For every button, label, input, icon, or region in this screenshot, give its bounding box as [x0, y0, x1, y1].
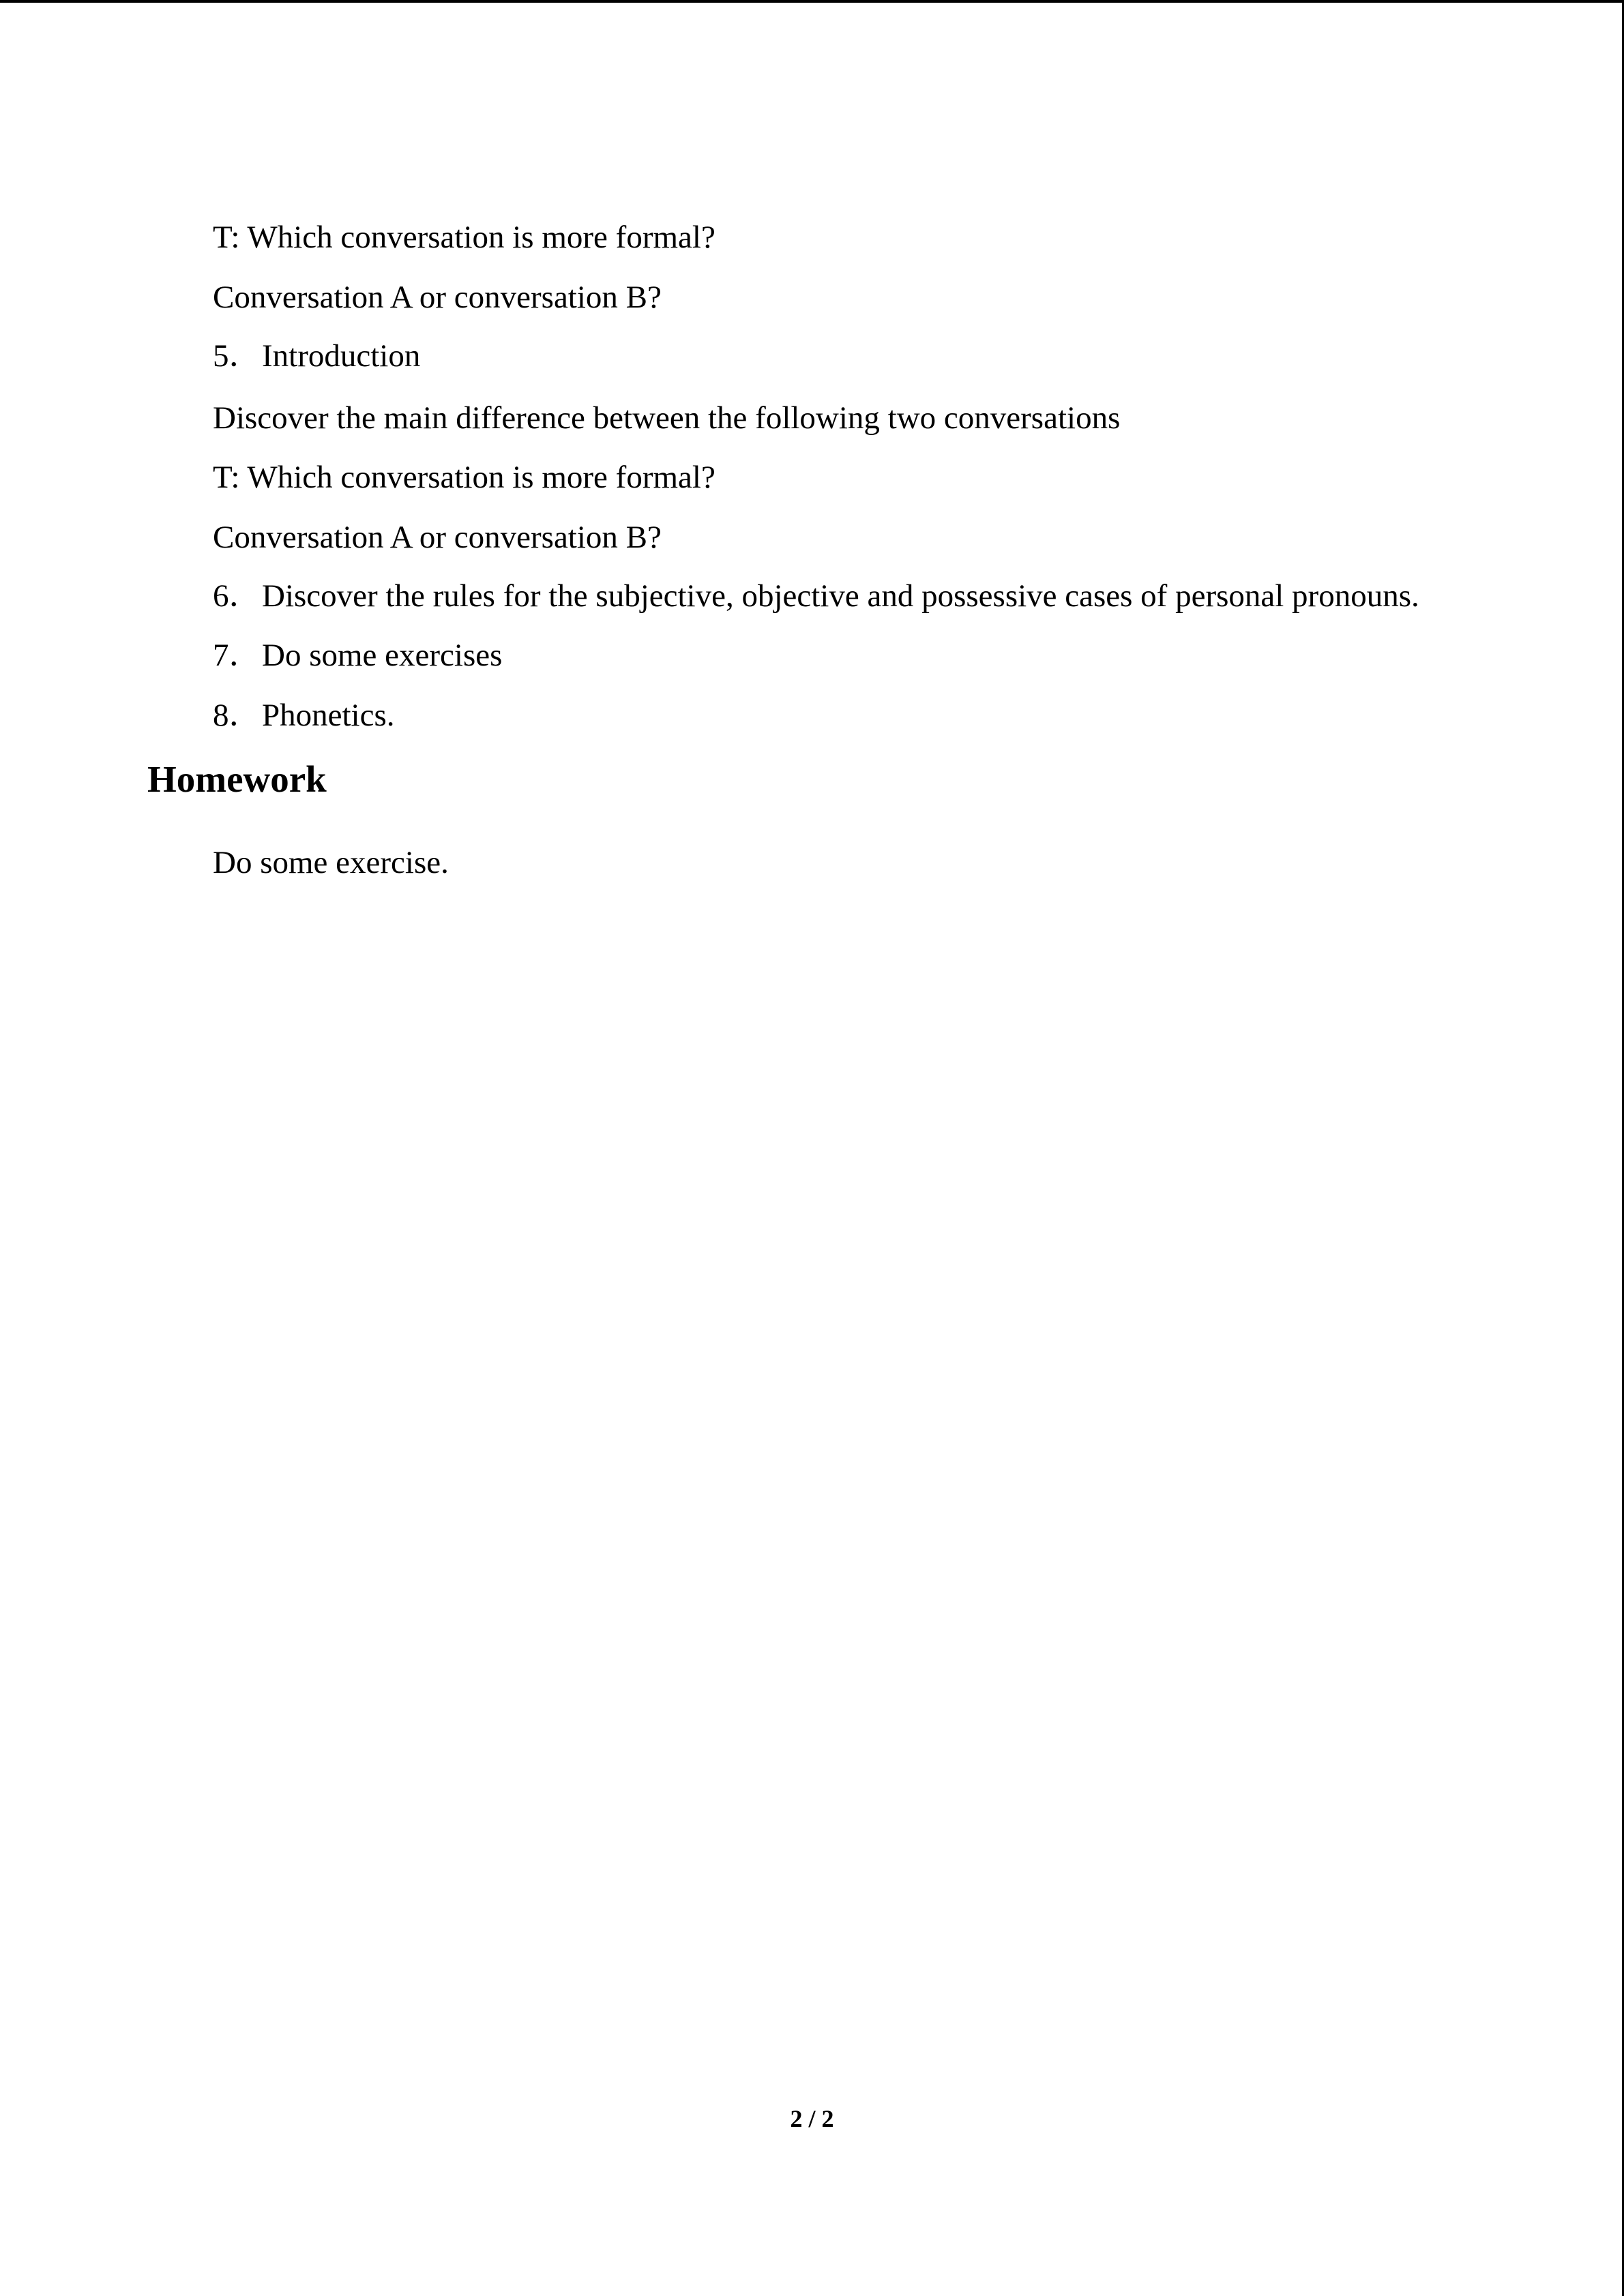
list-item-number: 7．	[213, 638, 261, 673]
homework-heading: Homework	[147, 758, 327, 800]
list-item-number: 6．	[213, 578, 261, 614]
body-text-line: Conversation A or conversation B?	[213, 520, 662, 555]
body-text-line: T: Which conversation is more formal?	[213, 220, 715, 255]
list-item-number: 5．	[213, 338, 261, 374]
list-item-text: Discover the rules for the subjective, objective and possessive cases of personal pronouns.	[262, 578, 1419, 614]
list-item-text: Phonetics.	[262, 698, 395, 733]
list-item-5	[213, 337, 420, 375]
list-item-text: Introduction	[262, 338, 421, 374]
list-item-7	[213, 636, 502, 674]
page-border-top	[0, 0, 1624, 3]
page-number: 2 / 2	[790, 2105, 834, 2132]
list-item-6	[213, 577, 1419, 615]
body-text-line: T: Which conversation is more formal?	[213, 460, 715, 495]
homework-text: Do some exercise.	[213, 845, 449, 880]
body-text-line: Discover the main difference between the following two conversations	[213, 400, 1121, 436]
body-text-line: Conversation A or conversation B?	[213, 280, 662, 315]
list-item-8	[213, 696, 395, 734]
list-item-number: 8．	[213, 698, 261, 733]
list-item-text: Do some exercises	[262, 638, 503, 673]
